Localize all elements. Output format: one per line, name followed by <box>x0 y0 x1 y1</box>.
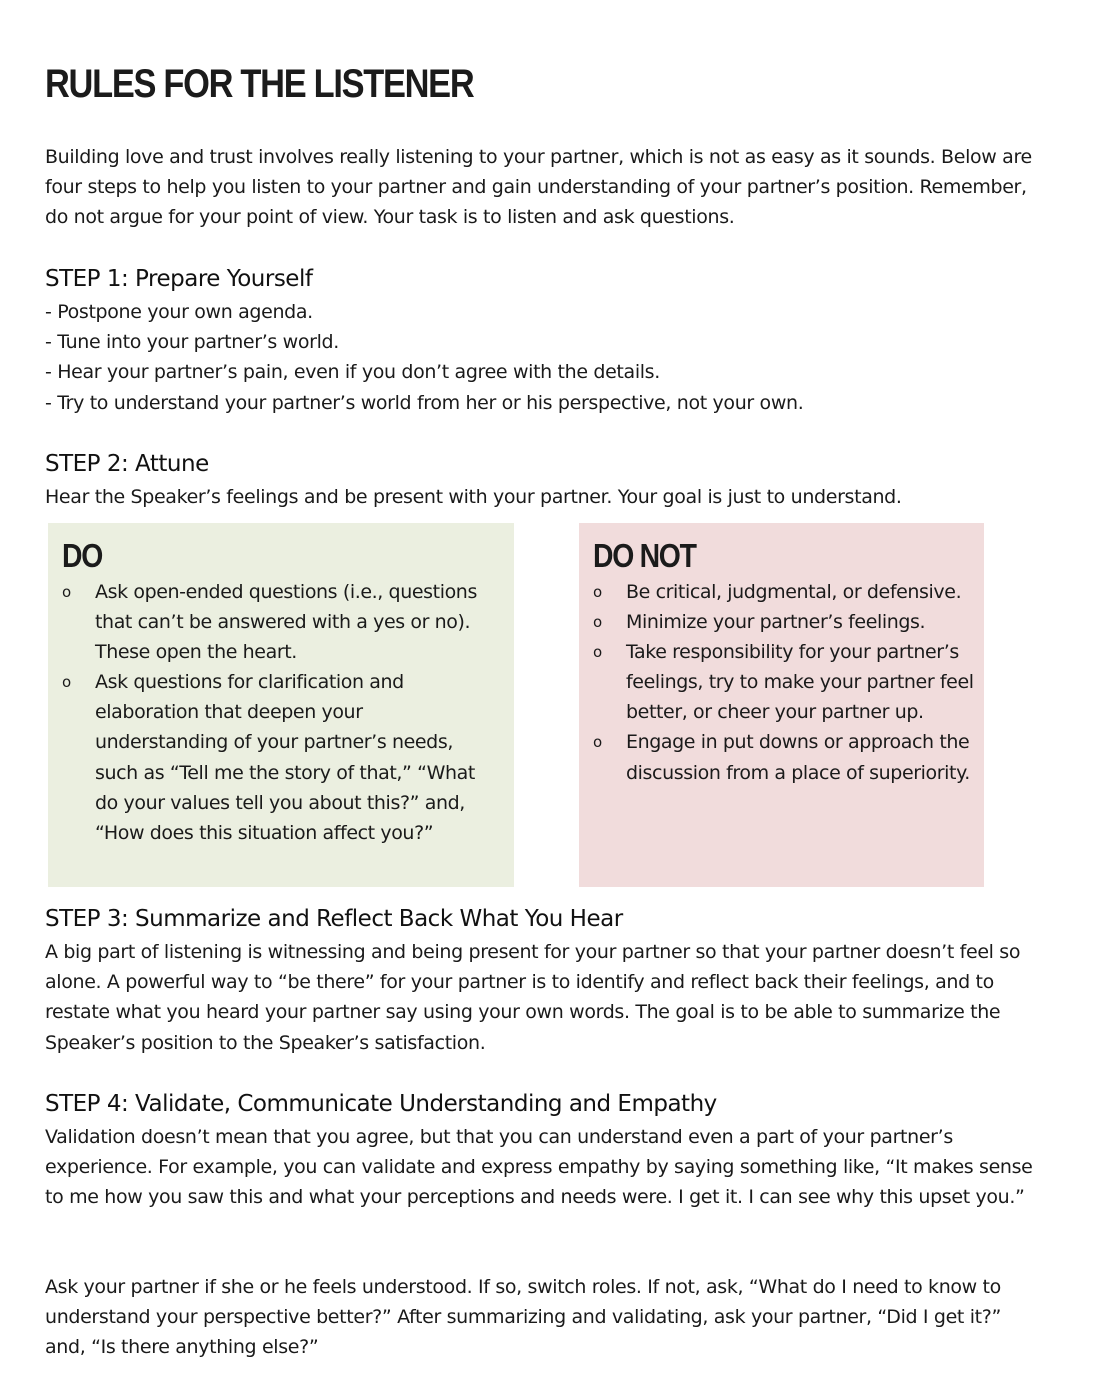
bullet-icon: o <box>62 673 71 692</box>
list-item: - Postpone your own agenda. <box>45 301 313 323</box>
list-item: - Tune into your partner’s world. <box>45 331 339 354</box>
bullet-icon: o <box>593 733 602 752</box>
bullet-icon: o <box>593 583 602 601</box>
step1-heading: STEP 1: Prepare Yourself <box>45 266 313 292</box>
list-item: - Hear your partner’s pain, even if you don’t agree with the details. <box>45 361 660 384</box>
step4-heading: STEP 4: Validate, Communicate Understanding and Empathy <box>45 1091 717 1117</box>
list-item <box>61 577 501 667</box>
do-not-title: DO NOT <box>593 537 696 574</box>
page-title: RULES FOR THE LISTENER <box>45 62 474 106</box>
step4-text: Validation doesn’t mean that you agree, but that you can understand even a part of your partner’s experience. For example, you can validate and express empathy by saying something like, “It makes sense to me how you saw this and what your perceptions and needs were. I get it. I can see why this upset you.” <box>45 1126 1033 1209</box>
do-box <box>48 523 514 887</box>
do-list <box>61 577 501 848</box>
list-item <box>592 727 977 787</box>
list-item <box>61 667 501 848</box>
step2-text: Hear the Speaker’s feelings and be present with your partner. Your goal is just to understand. <box>45 486 902 508</box>
bullet-icon: o <box>62 583 71 601</box>
step1-list <box>45 297 803 418</box>
intro-paragraph: Building love and trust involves really listening to your partner, which is not as easy as it sounds. Below are four steps to help you listen to your partner and gain understanding of your partner’s position. Remember, do not argue for your point of view. Your task is to listen and ask questions. <box>45 146 1032 229</box>
bullet-icon: o <box>593 613 602 632</box>
do-not-box <box>579 523 984 887</box>
step3-heading: STEP 3: Summarize and Reflect Back What You Hear <box>45 906 623 932</box>
list-item <box>592 607 977 637</box>
step4-closing: Ask your partner if she or he feels understood. If so, switch roles. If not, ask, “What do I need to know to understand your perspective better?” After summarizing and validating, ask your partner, “Did I get it?” and, “Is there anything else?” <box>45 1276 1001 1359</box>
list-item <box>592 577 977 607</box>
list-item <box>592 637 977 727</box>
list-item: - Try to understand your partner’s world from her or his perspective, not your own. <box>45 391 804 414</box>
list-item-text: Be critical, judgmental, or defensive. <box>626 581 962 603</box>
do-not-list <box>592 577 977 788</box>
list-item-text: Ask open-ended questions (i.e., questions that can’t be answered with a yes or no). These open the heart. <box>95 581 477 664</box>
list-item-text: Minimize your partner’s feelings. <box>626 611 926 634</box>
list-item-text: Take responsibility for your partner’s feelings, try to make your partner feel better, or cheer your partner up. <box>626 641 974 724</box>
step3-text: A big part of listening is witnessing and being present for your partner so that your partner doesn’t feel so alone. A powerful way to “be there” for your partner is to identify and reflect back their feelings, and to restate what you heard your partner say using your own words. The goal is to be able to summarize the Speaker’s position to the Speaker’s satisfaction. <box>45 941 1021 1054</box>
list-item-text: Engage in put downs or approach the discussion from a place of superiority. <box>626 731 970 784</box>
list-item-text: Ask questions for clarification and elaboration that deepen your understanding of your partner’s needs, such as “Tell me the story of that,” “What do your values tell you about this?” and, “How does this situation affect you?” <box>95 671 475 844</box>
step2-heading: STEP 2: Attune <box>45 451 209 477</box>
bullet-icon: o <box>593 643 602 662</box>
do-title: DO <box>62 537 102 574</box>
